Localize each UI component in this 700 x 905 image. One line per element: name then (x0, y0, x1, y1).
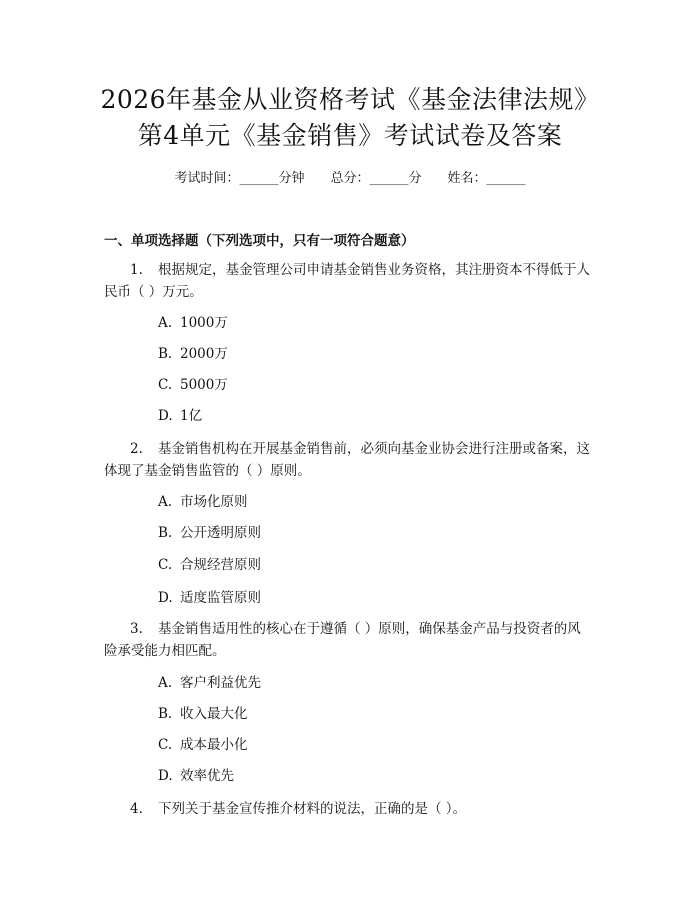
option-text: 效率优先 (180, 768, 234, 784)
question-1 (104, 259, 604, 303)
exam-name-field: 姓名：______ (447, 171, 526, 186)
option-text: 客户利益优先 (180, 675, 261, 691)
option-text: 市场化原则 (180, 494, 248, 510)
option-label: D. (158, 408, 173, 424)
question-text-cont: 体现了基金销售监管的（ ）原则。 (104, 463, 311, 479)
option-1d (158, 407, 202, 425)
option-2d (158, 589, 261, 607)
option-text: 适度监管原则 (180, 590, 261, 606)
question-text-cont: 民币（ ）万元。 (104, 284, 203, 300)
option-1c (158, 376, 228, 394)
question-4 (104, 798, 604, 820)
option-label: C. (158, 737, 173, 753)
question-2 (104, 438, 604, 482)
option-label: B. (158, 706, 173, 722)
option-text: 合规经营原则 (180, 557, 261, 573)
option-2c (158, 556, 261, 574)
option-1b (158, 345, 228, 363)
question-text: 基金销售适用性的核心在于遵循（ ）原则，确保基金产品与投资者的风 (158, 621, 581, 637)
option-label: C. (158, 557, 173, 573)
option-3d (158, 767, 234, 785)
question-text: 下列关于基金宣传推介材料的说法，正确的是（ ）。 (158, 801, 467, 817)
exam-score-field: 总分：______分 (330, 171, 422, 186)
option-3c (158, 736, 248, 754)
exam-time-field: 考试时间：______分钟 (174, 171, 305, 186)
option-text: 成本最小化 (180, 737, 248, 753)
question-number: 1. (130, 262, 143, 278)
option-text: 2000万 (180, 346, 228, 362)
option-label: A. (158, 315, 173, 331)
option-label: D. (158, 768, 173, 784)
question-number: 2. (130, 441, 143, 457)
option-label: B. (158, 346, 173, 362)
option-label: C. (158, 377, 173, 393)
option-text: 1000万 (180, 315, 228, 331)
exam-meta (0, 170, 700, 188)
option-2b (158, 524, 261, 542)
question-text: 基金销售机构在开展基金销售前，必须向基金业协会进行注册或备案，这 (158, 441, 590, 457)
option-1a (158, 314, 228, 332)
option-label: B. (158, 525, 173, 541)
option-label: A. (158, 494, 173, 510)
question-3 (104, 618, 604, 662)
option-text: 公开透明原则 (180, 525, 261, 541)
option-3b (158, 705, 248, 723)
question-text: 根据规定，基金管理公司申请基金销售业务资格，其注册资本不得低于人 (158, 262, 590, 278)
option-text: 5000万 (180, 377, 228, 393)
question-text-cont: 险承受能力相匹配。 (104, 643, 226, 659)
option-3a (158, 674, 261, 692)
exam-title-line2: 第4单元《基金销售》考试试卷及答案 (137, 121, 563, 150)
option-label: D. (158, 590, 173, 606)
section-heading: 一、单项选择题（下列选项中，只有一项符合题意） (104, 233, 415, 249)
option-text: 1亿 (180, 408, 203, 424)
question-number: 4. (130, 801, 143, 817)
exam-title-line1: 2026年基金从业资格考试《基金法律法规》 (100, 85, 600, 114)
option-2a (158, 493, 248, 511)
option-text: 收入最大化 (180, 706, 248, 722)
option-label: A. (158, 675, 173, 691)
question-number: 3. (130, 621, 143, 637)
